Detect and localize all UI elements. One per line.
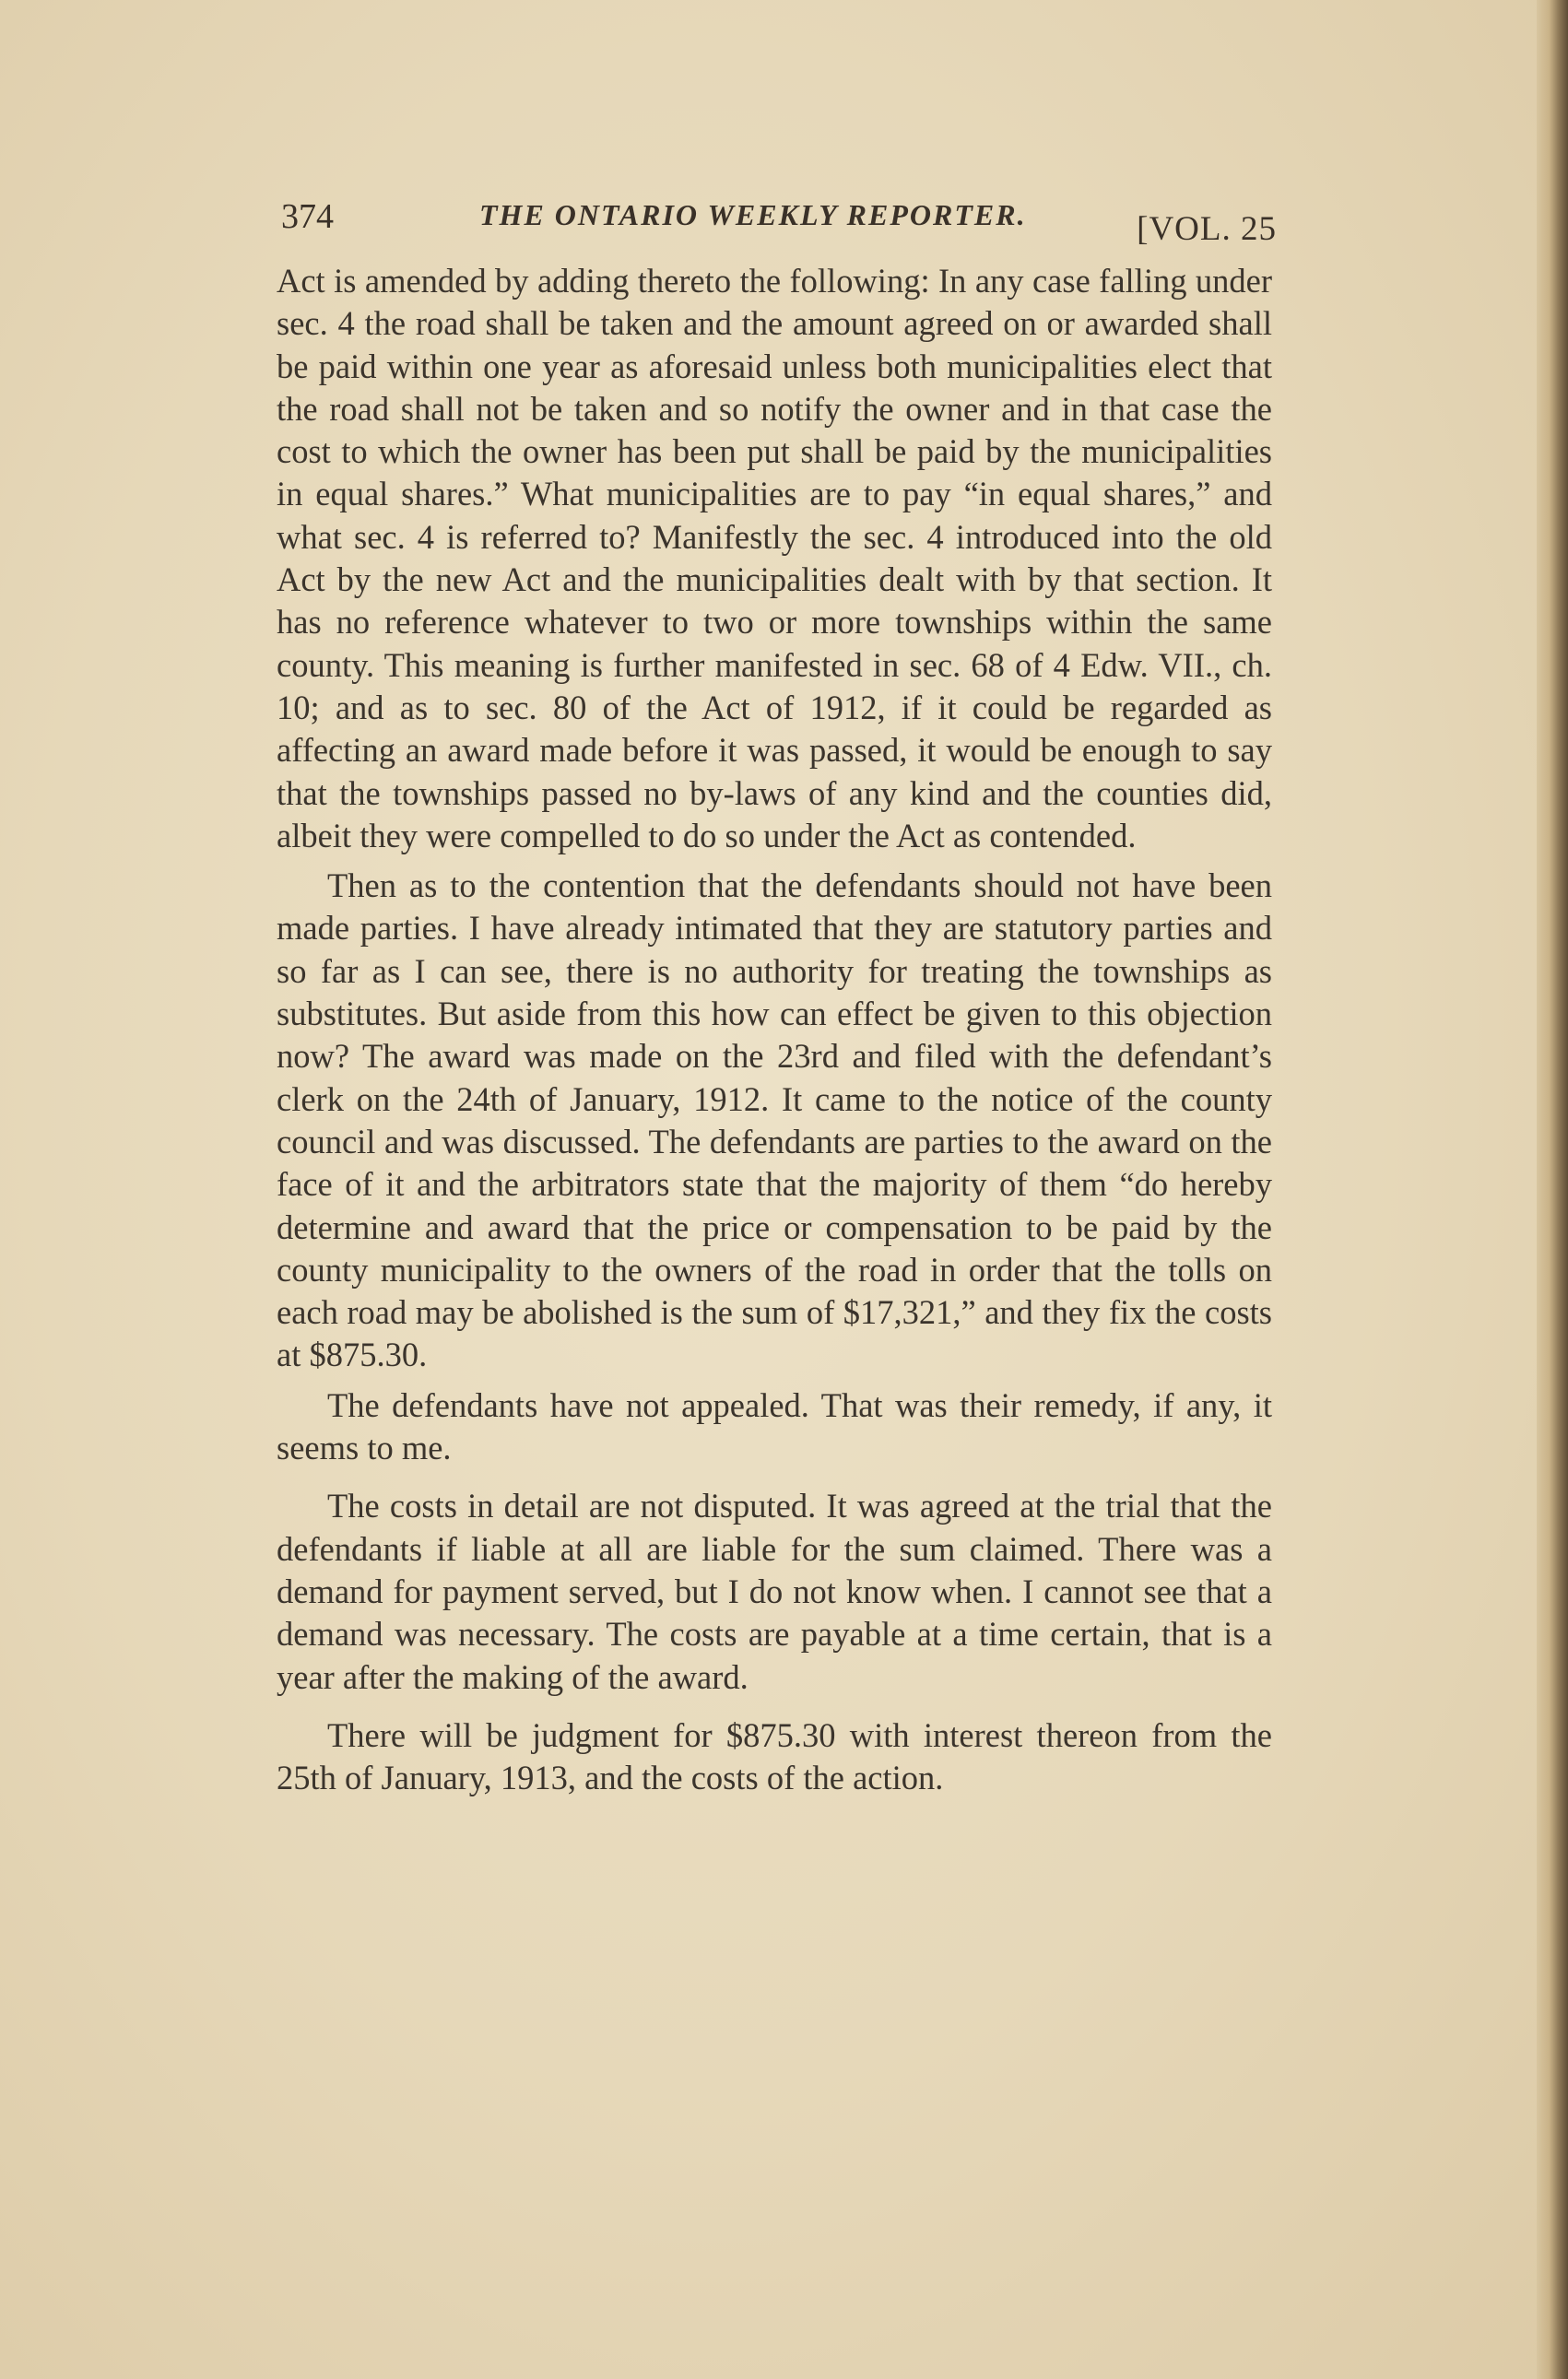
body-text [277,260,1272,1799]
page-edge [1537,0,1568,2379]
paragraph-3: The defendants have not appealed. That was their remedy, if any, it seems to me. [277,1385,1272,1467]
page-number: 374 [281,197,334,236]
page-header [281,189,1277,253]
paragraph-2: Then as to the contention that the defendants should not have been made parties. I have already intimated that they are statutory parties and so far as I can see, there is no authority for treating the townships as substitutes. But aside from this how can effect be given to this objection now? The award was made on the 23rd and filed with the defendant’s clerk on the 24th of January, 1912. It came to the notice of the county council and was discussed. The defendants are parties to the award on the face of it and the arbitrators state that the majority of them “do hereby determine and award that the price or compensation to be paid by the county municipality to the owners of the road in order that the tolls on each road may be abolished is the sum of $17,321,” and they fix the costs at $875.30. [277,866,1272,1374]
paragraph-1: Act is amended by adding thereto the following: In any case falling under sec. 4 the road shall be taken and the amount agreed on or awarded shall be paid within one year as aforesaid unless both municipalities elect that the road shall not be taken and so notify the owner and in that case the cost to which the owner has been put shall be paid by the municipalities in equal shares.” What municipalities are to pay “in equal shares,” and what sec. 4 is referred to? Manifestly the sec. 4 introduced into the old Act by the new Act and the municipalities dealt with by that section. It has no reference whatever to two or more townships within the same county. This meaning is further manifested in sec. 68 of 4 Edw. VII., ch. 10; and as to sec. 80 of the Act of 1912, if it could be regarded as affecting an award made before it was passed, it would be enough to say that the townships passed no by-laws of any kind and the counties did, albeit they were compelled to do so under the Act as contended. [277,262,1272,854]
paragraph-4: The costs in detail are not disputed. It was agreed at the trial that the defendants if liable at all are liable for the sum claimed. There was a demand for payment served, but I do not know when. I cannot see that a demand was necessary. The costs are payable at a time certain, that is a year after the making of the award. [277,1487,1272,1696]
paragraph-5: There will be judgment for $875.30 with interest thereon from the 25th of January, 1913, and the costs of the action. [277,1715,1272,1797]
volume-label: [VOL. 25 [1137,210,1277,248]
running-title: THE ONTARIO WEEKLY REPORTER. [479,198,1027,231]
